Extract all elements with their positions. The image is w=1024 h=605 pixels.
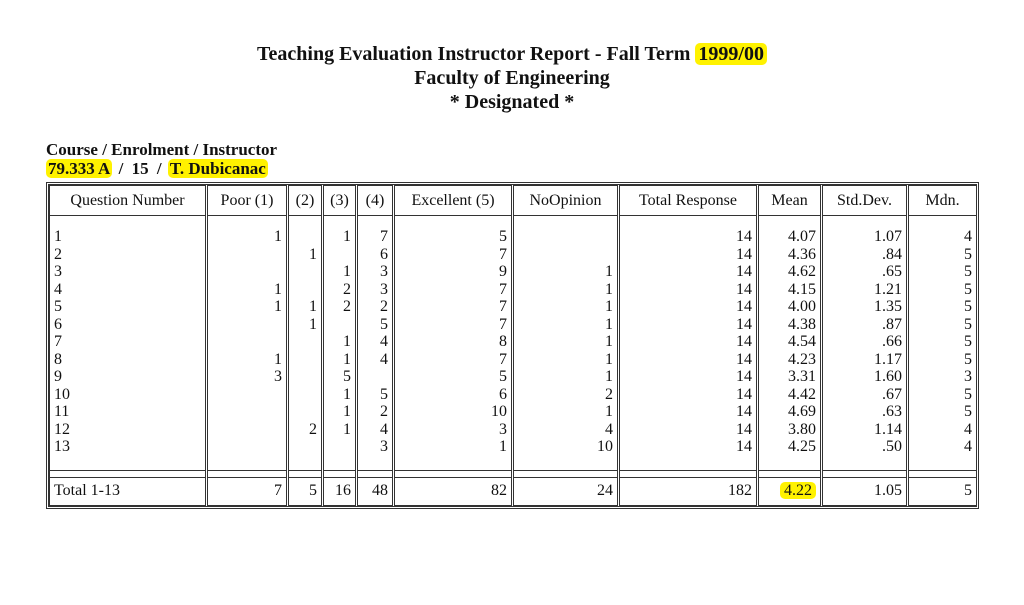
total-excellent: 82 [394, 477, 513, 505]
total-mean: 4.22 [780, 482, 816, 499]
cell-q2-std-dev: .84 [882, 245, 902, 263]
faculty-line: Faculty of Engineering [414, 67, 610, 89]
cell-q5-question-number: 5 [54, 298, 62, 315]
cell-q2-median: 5 [964, 245, 972, 263]
cell-q6-total-response: 14 [736, 315, 752, 333]
cell-q8-median: 5 [964, 350, 972, 368]
cell-q9-median: 3 [964, 368, 972, 385]
cell-q8-excellent: 7 [499, 350, 507, 368]
cell-q3-excellent: 9 [499, 263, 507, 280]
title-text: Teaching Evaluation Instructor Report - Fall Term [257, 43, 691, 65]
cell-q6-4: 5 [380, 315, 388, 333]
col-values-question-number [50, 222, 207, 470]
cell-q8-total-response: 14 [736, 350, 752, 368]
cell-q5-2: 1 [309, 298, 317, 315]
separator-2: / [152, 159, 166, 178]
cell-q13-question-number: 13 [54, 438, 70, 455]
cell-q4-median: 5 [964, 280, 972, 298]
cell-q10-question-number: 10 [54, 385, 70, 403]
cell-q7-no-opinion: 1 [605, 333, 613, 350]
cell-q11-std-dev: .63 [882, 403, 902, 420]
cell-q3-median: 5 [964, 263, 972, 280]
cell-q7-3: 1 [343, 333, 351, 350]
col-values-poor [207, 222, 288, 470]
cell-q12-poor [212, 421, 282, 439]
cell-q9-4 [362, 368, 388, 386]
cell-q4-poor: 1 [274, 280, 282, 298]
cell-q8-std-dev: 1.17 [874, 350, 902, 368]
cell-q9-question-number: 9 [54, 368, 62, 385]
cell-q3-total-response: 14 [736, 263, 752, 280]
cell-q2-excellent: 7 [499, 245, 507, 263]
cell-q1-no-opinion [518, 228, 613, 246]
cell-q6-mean: 4.38 [788, 315, 816, 333]
cell-q9-2 [293, 368, 317, 386]
cell-q7-std-dev: .66 [882, 333, 902, 350]
cell-q7-question-number: 7 [54, 333, 62, 350]
cell-q12-mean: 3.80 [788, 420, 816, 438]
cell-q2-mean: 4.36 [788, 245, 816, 263]
cell-q11-median: 5 [964, 403, 972, 420]
cell-q12-2: 2 [309, 420, 317, 438]
cell-q12-3: 1 [343, 420, 351, 438]
total-std-dev: 1.05 [822, 477, 908, 505]
cell-q5-std-dev: 1.35 [874, 298, 902, 315]
report-header [0, 42, 1024, 114]
cell-q3-question-number: 3 [54, 263, 62, 280]
cell-q2-2: 1 [309, 245, 317, 263]
cell-q11-poor [212, 403, 282, 421]
cell-q9-mean: 3.31 [788, 368, 816, 385]
cell-q13-mean: 4.25 [788, 438, 816, 455]
col-no-opinion: NoOpinion [513, 186, 619, 216]
cell-q11-3: 1 [343, 403, 351, 420]
cell-q1-3: 1 [343, 228, 351, 245]
col-median: Mdn. [908, 186, 977, 216]
course-label: Course / Enrolment / Instructor [46, 140, 278, 159]
cell-q11-excellent: 10 [491, 403, 507, 420]
total-2: 5 [288, 477, 323, 505]
cell-q10-poor [212, 386, 282, 404]
cell-q7-total-response: 14 [736, 333, 752, 350]
cell-q11-question-number: 11 [54, 403, 70, 420]
cell-q6-excellent: 7 [499, 315, 507, 333]
cell-q12-excellent: 3 [499, 420, 507, 438]
cell-q1-total-response: 14 [736, 228, 752, 245]
cell-q8-2 [293, 351, 317, 369]
cell-q6-question-number: 6 [54, 315, 62, 333]
header-row [50, 186, 977, 216]
evaluation-table [49, 185, 977, 506]
spacer-row-2 [50, 470, 977, 477]
cell-q13-3 [328, 438, 351, 456]
cell-q1-2 [293, 228, 317, 246]
cell-q10-std-dev: .67 [882, 385, 902, 403]
cell-q8-question-number: 8 [54, 350, 62, 368]
cell-q12-4: 4 [380, 420, 388, 438]
cell-q6-median: 5 [964, 315, 972, 333]
cell-q3-4: 3 [380, 263, 388, 280]
total-row [50, 477, 977, 505]
cell-q2-poor [212, 246, 282, 264]
cell-q11-mean: 4.69 [788, 403, 816, 420]
course-info [46, 140, 277, 178]
col-4: (4) [357, 186, 394, 216]
cell-q13-median: 4 [964, 438, 972, 455]
cell-q12-no-opinion: 4 [605, 420, 613, 438]
cell-q13-total-response: 14 [736, 438, 752, 455]
question-rows [50, 222, 977, 470]
col-values-2 [288, 222, 323, 470]
cell-q9-excellent: 5 [499, 368, 507, 385]
col-excellent: Excellent (5) [394, 186, 513, 216]
col-std-dev: Std.Dev. [822, 186, 908, 216]
cell-q9-no-opinion: 1 [605, 368, 613, 385]
cell-q11-total-response: 14 [736, 403, 752, 420]
cell-q13-2 [293, 438, 317, 456]
cell-q1-poor: 1 [274, 228, 282, 245]
cell-q3-2 [293, 263, 317, 281]
cell-q12-median: 4 [964, 420, 972, 438]
cell-q4-total-response: 14 [736, 280, 752, 298]
total-label: Total 1-13 [50, 477, 207, 505]
total-poor: 7 [207, 477, 288, 505]
cell-q2-total-response: 14 [736, 245, 752, 263]
cell-q4-mean: 4.15 [788, 280, 816, 298]
cell-q13-std-dev: .50 [882, 438, 902, 455]
instructor-name: T. Dubicanac [169, 159, 266, 178]
cell-q12-std-dev: 1.14 [874, 420, 902, 438]
cell-q7-mean: 4.54 [788, 333, 816, 350]
cell-q9-std-dev: 1.60 [874, 368, 902, 385]
col-values-median [908, 222, 977, 470]
cell-q12-total-response: 14 [736, 420, 752, 438]
col-question-number: Question Number [50, 186, 207, 216]
cell-q3-3: 1 [343, 263, 351, 280]
term-highlight: 1999/00 [695, 43, 767, 65]
cell-q10-mean: 4.42 [788, 385, 816, 403]
cell-q9-poor: 3 [274, 368, 282, 385]
col-values-no-opinion [513, 222, 619, 470]
cell-q5-excellent: 7 [499, 298, 507, 315]
col-values-std-dev [822, 222, 908, 470]
cell-q8-3: 1 [343, 350, 351, 368]
cell-q13-poor [212, 438, 282, 456]
cell-q10-excellent: 6 [499, 385, 507, 403]
cell-q4-question-number: 4 [54, 280, 62, 298]
cell-q5-poor: 1 [274, 298, 282, 315]
cell-q7-4: 4 [380, 333, 388, 350]
cell-q3-poor [212, 263, 282, 281]
cell-q11-no-opinion: 1 [605, 403, 613, 420]
total-median: 5 [908, 477, 977, 505]
cell-q8-poor: 1 [274, 350, 282, 368]
col-values-mean [758, 222, 822, 470]
cell-q13-4: 3 [380, 438, 388, 455]
cell-q7-excellent: 8 [499, 333, 507, 350]
cell-q9-total-response: 14 [736, 368, 752, 385]
cell-q13-no-opinion: 10 [597, 438, 613, 455]
col-mean: Mean [758, 186, 822, 216]
cell-q3-no-opinion: 1 [605, 263, 613, 280]
cell-q4-no-opinion: 1 [605, 280, 613, 298]
cell-q4-3: 2 [343, 280, 351, 298]
cell-q5-no-opinion: 1 [605, 298, 613, 315]
course-code: 79.333 A [48, 159, 111, 178]
col-total-response: Total Response [619, 186, 758, 216]
cell-q5-3: 2 [343, 298, 351, 315]
col-poor: Poor (1) [207, 186, 288, 216]
col-values-total-response [619, 222, 758, 470]
cell-q6-3 [328, 316, 351, 334]
cell-q1-4: 7 [380, 228, 388, 245]
cell-q4-excellent: 7 [499, 280, 507, 298]
total-no-opinion: 24 [513, 477, 619, 505]
cell-q4-std-dev: 1.21 [874, 280, 902, 298]
cell-q8-4: 4 [380, 350, 388, 368]
cell-q5-total-response: 14 [736, 298, 752, 315]
cell-q6-std-dev: .87 [882, 315, 902, 333]
cell-q10-median: 5 [964, 385, 972, 403]
designated-line: * Designated * [449, 91, 575, 113]
cell-q2-3 [328, 246, 351, 264]
course-values [46, 159, 277, 178]
separator-1: / [114, 159, 128, 178]
cell-q1-question-number: 1 [54, 228, 62, 245]
cell-q9-3: 5 [343, 368, 351, 385]
cell-q1-median: 4 [964, 228, 972, 245]
total-4: 48 [357, 477, 394, 505]
cell-q6-2: 1 [309, 315, 317, 333]
cell-q3-std-dev: .65 [882, 263, 902, 280]
cell-q10-3: 1 [343, 385, 351, 403]
cell-q7-median: 5 [964, 333, 972, 350]
cell-q10-total-response: 14 [736, 385, 752, 403]
evaluation-table-frame [46, 182, 979, 509]
cell-q13-excellent: 1 [499, 438, 507, 455]
col-3: (3) [323, 186, 357, 216]
cell-q11-2 [293, 403, 317, 421]
cell-q2-question-number: 2 [54, 245, 62, 263]
col-values-3 [323, 222, 357, 470]
cell-q4-4: 3 [380, 280, 388, 298]
total-response: 182 [619, 477, 758, 505]
cell-q6-poor [212, 316, 282, 334]
cell-q2-no-opinion [518, 246, 613, 264]
cell-q1-excellent: 5 [499, 228, 507, 245]
cell-q10-no-opinion: 2 [605, 385, 613, 403]
cell-q12-question-number: 12 [54, 420, 70, 438]
cell-q8-mean: 4.23 [788, 350, 816, 368]
cell-q11-4: 2 [380, 403, 388, 420]
cell-q10-2 [293, 386, 317, 404]
cell-q3-mean: 4.62 [788, 263, 816, 280]
enrolment-count: 15 [131, 159, 149, 178]
cell-q7-poor [212, 333, 282, 351]
cell-q1-mean: 4.07 [788, 228, 816, 245]
col-2: (2) [288, 186, 323, 216]
col-values-4 [357, 222, 394, 470]
cell-q4-2 [293, 281, 317, 299]
cell-q6-no-opinion: 1 [605, 315, 613, 333]
cell-q2-4: 6 [380, 245, 388, 263]
col-values-excellent [394, 222, 513, 470]
total-mean-cell [758, 477, 822, 505]
cell-q1-std-dev: 1.07 [874, 228, 902, 245]
cell-q10-4: 5 [380, 385, 388, 403]
cell-q7-2 [293, 333, 317, 351]
cell-q5-mean: 4.00 [788, 298, 816, 315]
total-3: 16 [323, 477, 357, 505]
report-title [0, 42, 1024, 66]
cell-q8-no-opinion: 1 [605, 350, 613, 368]
cell-q5-4: 2 [380, 298, 388, 315]
cell-q5-median: 5 [964, 298, 972, 315]
